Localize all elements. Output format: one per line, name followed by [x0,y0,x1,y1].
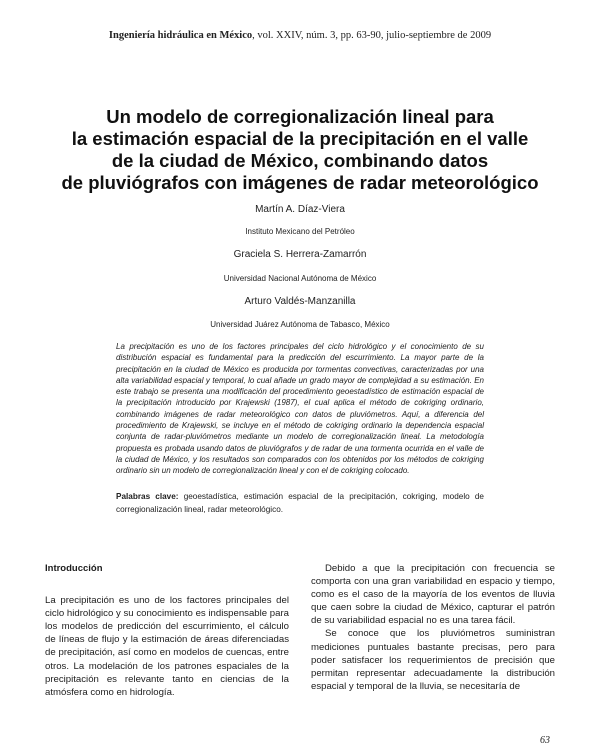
keywords [116,491,484,516]
title-line: Un modelo de corregionalización lineal para [106,106,494,127]
journal-name: Ingeniería hidráulica en México [108,30,253,41]
body-paragraph: Se conoce que los pluviómetros suministran mediciones puntuales bastante precisas, pero para poder satisfacer los requerimientos de precisión que permitan representar adecuadamente la distribución espacial y temporal de la lluvia, se necesitaría de [311,628,555,692]
title-line: de pluviógrafos con imágenes de radar meteorológico [61,172,539,193]
author-name: Arturo Valdés-Manzanilla [244,296,356,307]
body-paragraph: Debido a que la precipitación con frecuencia se comporta con una gran variabilidad en espacio y tiempo, como es el caso de la mayoría de los eventos de lluvia que caen sobre la ciudad de México, capturar el patrón de su variabilidad espacial no es una tarea fácil. [311,563,555,627]
title-line: de la ciudad de México, combinando datos [111,150,489,171]
author-institution: Universidad Juárez Autónoma de Tabasco, México [210,320,390,329]
right-column [311,562,555,693]
left-column [45,562,289,699]
author-name: Graciela S. Herrera-Zamarrón [233,249,367,260]
paper-title [30,106,570,194]
intro-paragraph: La precipitación es uno de los factores principales del ciclo hidrológico y su conocimiento es indispensable para los modelos de predicción del escurrimiento, el cálculo de líneas de flujo y la estimación de áreas diferenciadas de precipitación, así como en modelos de cuencas, entre otros. La modelación de los patrones espaciales de la precipitación es relevante tanto en ciencias de la atmósfera como en hidrología. [45,595,289,698]
journal-details: , vol. XXIV, núm. 3, pp. 63-90, julio-septiembre de 2009 [252,30,492,41]
keywords-text: geoestadística, estimación espacial de la precipitación, cokriging, modelo de corregionalización lineal, radar meteorológico. [116,492,484,514]
author-name: Martín A. Díaz-Viera [255,204,345,215]
page-number: 63 [540,735,550,746]
keywords-label: Palabras clave: [116,492,179,501]
running-header [0,30,600,41]
author-institution: Universidad Nacional Autónoma de México [223,274,377,283]
title-line: la estimación espacial de la precipitación en el valle [71,128,529,149]
section-heading: Introducción [45,563,103,574]
author-institution: Instituto Mexicano del Petróleo [245,227,355,236]
abstract: La precipitación es uno de los factores principales del ciclo hidrológico y el conocimiento de su distribución espacial es fundamental para la predicción del escurrimiento. La mayor parte de la precipitación en la ciudad de México es producida por tormentas convectivas, caracterizadas por una alta variabilidad espacial y temporal, lo cual añade un grado mayor de complejidad a su estimación. En este trabajo se presenta una modificación del procedimiento geoestadístico de estimación espacial de la precipitación introducido por Krajewski (1987), el cual aplica el método de cokriging ordinario, combinando imágenes de radar meteorológico con datos de pluviómetros. Aquí, a diferencia del procedimiento de Krajewski, se incluye en el método de cokriging ordinario la dependencia espacial conjunta de radar-pluviómetros mediante un modelo de corregionalización lineal. La metodología propuesta es probada usando datos de pluviógrafos y de radar de una tormenta ocurrida en el valle de la ciudad de México, y los resultados son comparados con los obtenidos por los métodos de cokriging ordinario sin un modelo de corregionalización lineal y con el de cokriging colocado. [116,342,484,476]
